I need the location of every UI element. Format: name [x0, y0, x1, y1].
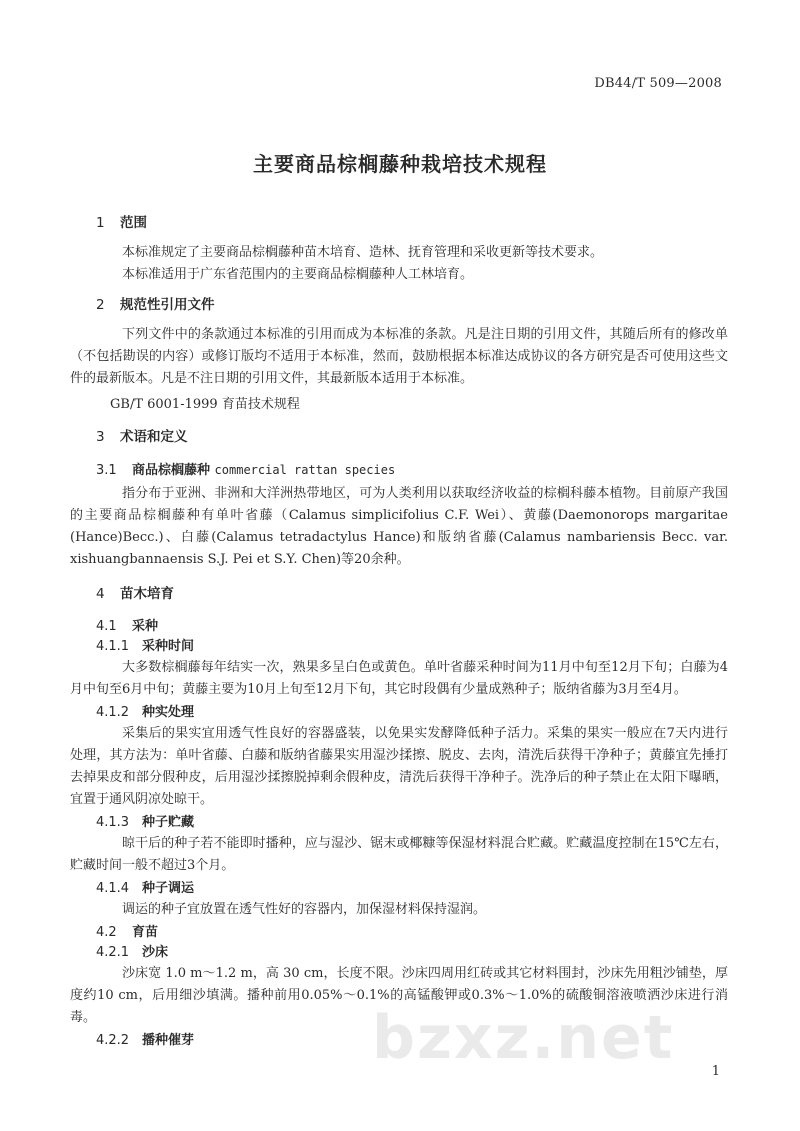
section-number: 4.1.4 — [96, 881, 130, 896]
document-title: 主要商品棕榈藤种栽培技术规程 — [253, 152, 547, 176]
section-title: 术语和定义 — [120, 429, 188, 445]
section-title: 播种催芽 — [142, 1033, 195, 1048]
section-4-heading — [96, 583, 728, 605]
paragraph: 沙床宽 1.0 m～1.2 m，高 30 cm，长度不限。沙床四周用红砖或其它材料围封，沙床先用粗沙铺垫，厚度约10 cm，后用细沙填满。播种前用0.05%～0.1%的高锰酸钾或0.3%～1.0%的硫酸铜溶液喷洒沙床进行消毒。 — [70, 966, 728, 1025]
document-body — [70, 210, 728, 1051]
section-number: 3 — [96, 429, 105, 445]
section-title: 育苗 — [132, 925, 159, 940]
section-title: 种子贮藏 — [142, 815, 195, 830]
term-english: commercial rattan species — [214, 463, 396, 477]
paragraph: 采集后的果实宜用透气性良好的容器盛装，以免果实发酵降低种子活力。采集的果实一般应在7天内进行处理，其方法为：单叶省藤、白藤和版纳省藤果实用湿沙揉擦、脱皮、去肉，清洗后获得干净种子；黄藤宜先捶打去掉果皮和部分假种皮，后用湿沙揉擦脱掉剩余假种皮，清洗后获得干净种子。洗净后的种子禁止在太阳下曝晒，宜置于通风阴凉处晾干。 — [70, 726, 728, 807]
paragraph: 下列文件中的条款通过本标准的引用而成为本标准的条款。凡是注日期的引用文件，其随后所有的修改单（不包括勘误的内容）或修订版均不适用于本标准，然而，鼓励根据本标准达成协议的各方研究是否可使用这些文件的最新版本。凡是不注日期的引用文件，其最新版本适用于本标准。 — [70, 327, 728, 386]
subsection-4-2-1-heading — [96, 943, 728, 963]
section-number: 4.2.2 — [96, 1033, 130, 1048]
section-number: 4 — [96, 586, 105, 602]
watermark: bzxz.net — [372, 1003, 675, 1073]
section-title: 种实处理 — [142, 705, 195, 720]
section-number: 4.2.1 — [96, 945, 130, 960]
section-2-heading — [96, 294, 728, 316]
section-title: 采种 — [132, 619, 159, 634]
section-title: 种子调运 — [142, 881, 195, 896]
section-number: 4.1.2 — [96, 705, 130, 720]
section-title: 规范性引用文件 — [120, 297, 215, 313]
section-number: 4.1.1 — [96, 639, 130, 654]
section-number: 4.1 — [96, 619, 117, 634]
page-number: 1 — [711, 1064, 720, 1079]
paragraph: 本标准适用于广东省范围内的主要商品棕榈藤种人工林培育。 — [122, 267, 474, 282]
subsection-3-1-heading — [96, 460, 728, 481]
subsection-4-1-4-heading — [96, 879, 728, 899]
paragraph: 调运的种子宜放置在透气性好的容器内，加保湿材料保持湿润。 — [122, 902, 487, 917]
subsection-4-1-3-heading — [96, 813, 728, 833]
subsection-4-1-heading — [96, 617, 728, 637]
normative-reference: GB/T 6001-1999 育苗技术规程 — [110, 397, 300, 412]
section-number: 4.2 — [96, 925, 117, 940]
section-title: 沙床 — [142, 945, 169, 960]
section-title: 苗木培育 — [120, 586, 174, 602]
section-number: 1 — [96, 215, 105, 231]
subsection-4-2-heading — [96, 923, 728, 943]
paragraph: 晾干后的种子若不能即时播种，应与湿沙、锯末或椰糠等保湿材料混合贮藏。贮藏温度控制在15℃左右，贮藏时间一般不超过3个月。 — [70, 836, 728, 873]
document-code: DB44/T 509—2008 — [594, 76, 722, 91]
subsection-4-1-2-heading — [96, 703, 728, 723]
paragraph: 本标准规定了主要商品棕榈藤种苗木培育、造林、抚育管理和采收更新等技术要求。 — [122, 245, 604, 260]
section-title: 范围 — [120, 215, 147, 231]
subsection-4-1-1-heading — [96, 637, 728, 657]
section-1-heading — [96, 212, 728, 234]
paragraph: 大多数棕榈藤每年结实一次，熟果多呈白色或黄色。单叶省藤采种时间为11月中旬至12月下旬；白藤为4月中旬至6月中旬；黄藤主要为10月上旬至12月下旬，其它时段偶有少量成熟种子；版纳省藤为3月至4月。 — [70, 660, 728, 697]
section-title: 商品棕榈藤种 — [132, 463, 211, 478]
section-title: 采种时间 — [142, 639, 195, 654]
section-3-heading — [96, 426, 728, 448]
section-number: 4.1.3 — [96, 815, 130, 830]
section-number: 3.1 — [96, 463, 117, 478]
paragraph: 指分布于亚洲、非洲和大洋洲热带地区，可为人类利用以获取经济收益的棕榈科藤本植物。目前原产我国的主要商品棕榈藤种有单叶省藤（Calamus simplicifolius C.F. Wei）、黄藤(Daemonorops margaritae (Hance)Becc.)、白藤(Calamus tetradactylus Hance)和版纳省藤(Calamus nambariensis Becc. var. xishuangbannaensis S.J. Pei et S.Y. Chen)等20余种。 — [70, 486, 728, 567]
section-number: 2 — [96, 297, 105, 313]
